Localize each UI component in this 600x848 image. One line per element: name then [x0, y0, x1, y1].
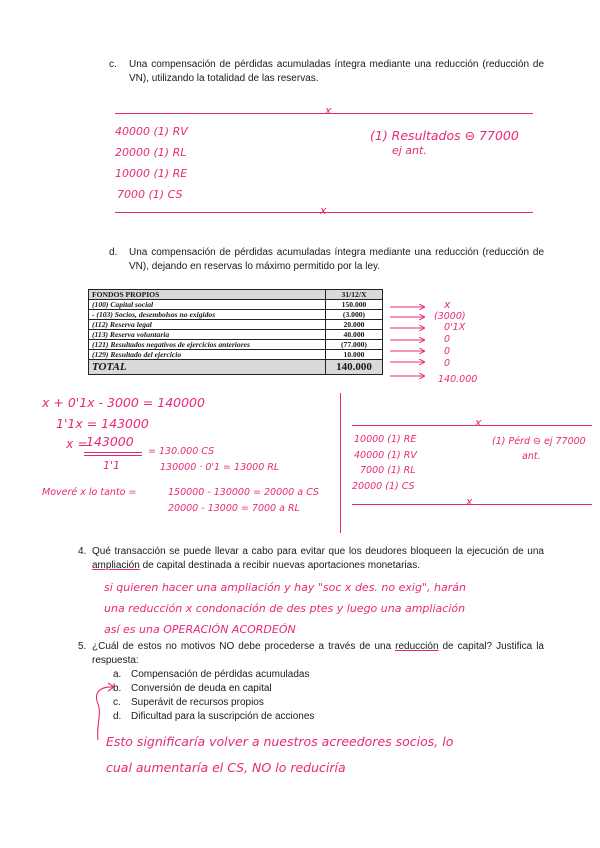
table-note-6: 0	[444, 358, 451, 369]
table-arrows	[388, 290, 438, 385]
entry-c-x-top: x	[325, 104, 332, 117]
q4-text-before: Qué transacción se puede llevar a cabo para evitar que los deudores bloqueen la ejecución de una	[92, 546, 544, 557]
calc-line-3-left: x =	[66, 436, 88, 451]
table-row-label: - (103) Socios, desembolsos no exigidos	[89, 310, 326, 320]
table-note-4: 0	[444, 334, 451, 345]
q5-option-c-text: Superávit de recursos propios	[131, 697, 264, 708]
table-row	[89, 310, 383, 320]
q5-option-d-text: Dificultad para la suscripción de acciones	[131, 711, 315, 722]
q4-answer-2: una reducción x condonación de des ptes y luego una ampliación	[104, 602, 466, 615]
calc-line-2: 1'1x = 143000	[56, 416, 149, 431]
q5-option-a-letter: a.	[113, 669, 122, 680]
table-row	[89, 350, 383, 360]
table-row-label: (100) Capital social	[89, 300, 326, 310]
table-note-3: 0'1X	[444, 322, 466, 333]
q5-number: 5.	[78, 641, 87, 652]
q4-answer-1: si quieren hacer una ampliación y hay "soc x des. no exig", harán	[104, 581, 466, 594]
table-row-value: 40.000	[326, 330, 383, 340]
table-row	[89, 340, 383, 350]
q4-underlined: ampliación	[92, 560, 140, 571]
table-header-row	[89, 290, 383, 300]
item-c-text: Una compensación de pérdidas acumuladas íntegra mediante una reducción (reducción de VN), utilizando la totalidad de las reservas.	[129, 59, 544, 84]
calc-mover-2: 20000 - 13000 = 7000 a RL	[168, 503, 300, 514]
calc-fraction-bar-2	[84, 455, 142, 456]
table-row	[89, 330, 383, 340]
table-row-label: (113) Reserva voluntaria	[89, 330, 326, 340]
entry-c-credit-2: ej ant.	[392, 144, 427, 157]
q4-text	[92, 545, 544, 573]
q5-option-b-text: Conversión de deuda en capital	[131, 683, 272, 694]
q5-text-after: de capital? Justifica la respuesta:	[92, 641, 544, 666]
table-total-value: 140.000	[326, 360, 383, 375]
table-total-row	[89, 360, 383, 375]
q5-answer-1: Esto significaría volver a nuestros acreedores socios, lo	[106, 734, 454, 749]
table-row	[89, 320, 383, 330]
entry-d-x-top: x	[475, 416, 482, 429]
q5-option-c-letter: c.	[113, 697, 121, 708]
entry-d-top-rule	[352, 425, 592, 426]
entry-c-debit-3: 10000 (1) RE	[115, 167, 188, 180]
q5-text	[92, 640, 544, 668]
entry-c-debit-1: 40000 (1) RV	[115, 125, 188, 138]
table-row-label: (129) Resultado del ejercicio	[89, 350, 326, 360]
item-d-text: Una compensación de pérdidas acumuladas íntegra mediante una reducción (reducción de VN), dejando en reservas lo máximo permitido por la ley.	[129, 247, 544, 272]
table-note-1: x	[444, 298, 451, 311]
q5-underlined: reducción	[395, 641, 439, 652]
q5-option-d-letter: d.	[113, 711, 122, 722]
entry-c-debit-2: 20000 (1) RL	[115, 146, 187, 159]
calc-mover-1: 150000 - 130000 = 20000 a CS	[168, 487, 319, 498]
q4-number: 4.	[78, 546, 87, 557]
q5-option-a-text: Compensación de pérdidas acumuladas	[131, 669, 310, 680]
entry-d-credit-2: ant.	[522, 451, 541, 462]
table-row-label: (112) Reserva legal	[89, 320, 326, 330]
entry-d-debit-3: 7000 (1) RL	[360, 465, 416, 476]
table-row-value: (77.000)	[326, 340, 383, 350]
entry-c-debit-4: 7000 (1) CS	[117, 188, 183, 201]
calc-line-3-num: 143000	[86, 434, 134, 449]
entry-d-debit-2: 40000 (1) RV	[354, 450, 417, 461]
q5-text-before: ¿Cuál de estos no motivos NO debe procederse a través de una	[92, 641, 396, 652]
table-note-2: (3000)	[434, 311, 466, 322]
table-header-label: FONDOS PROPIOS	[89, 290, 326, 300]
calc-line-3-den: 1'1	[103, 459, 121, 472]
table-row-label: (121) Resultados negativos de ejercicios anteriores	[89, 340, 326, 350]
entry-d-x-bottom: x	[466, 495, 473, 508]
table-total-label: TOTAL	[89, 360, 326, 375]
q4-text-after: de capital destinada a recibir nuevas aportaciones monetarias.	[139, 560, 420, 571]
item-c-letter: c.	[109, 59, 117, 70]
calc-result-1: = 130.000 CS	[148, 446, 215, 457]
calc-line-1: x + 0'1x - 3000 = 140000	[42, 395, 205, 410]
fondos-propios-table	[88, 289, 383, 375]
entry-c-top-rule	[115, 113, 533, 114]
table-row-value: (3.000)	[326, 310, 383, 320]
table-row-value: 20.000	[326, 320, 383, 330]
entry-d-credit-1: (1) Pérd ⊖ ej 77000	[492, 436, 586, 447]
entry-c-x-bottom: x	[320, 204, 327, 217]
table-header-date: 31/12/X	[326, 290, 383, 300]
entry-d-divider	[340, 393, 341, 533]
calc-result-2: 130000 · 0'1 = 13000 RL	[160, 462, 280, 473]
calc-fraction-bar	[84, 452, 142, 453]
table-row	[89, 300, 383, 310]
table-note-5: 0	[444, 346, 451, 357]
item-d-letter: d.	[109, 247, 118, 258]
q5-answer-2: cual aumentaría el CS, NO lo reduciría	[106, 760, 346, 775]
table-row-value: 150.000	[326, 300, 383, 310]
table-row-value: 10.000	[326, 350, 383, 360]
entry-d-debit-1: 10000 (1) RE	[354, 434, 417, 445]
q5-option-b-letter: b.	[113, 683, 122, 694]
entry-c-credit-1: (1) Resultados ⊖ 77000	[370, 128, 519, 143]
table-note-total: 140.000	[438, 374, 478, 385]
calc-mover-label: Moveré x lo tanto =	[42, 487, 137, 498]
q4-answer-3: así es una OPERACIÓN ACORDEÓN	[104, 623, 296, 636]
entry-d-debit-4: 20000 (1) CS	[352, 481, 415, 492]
